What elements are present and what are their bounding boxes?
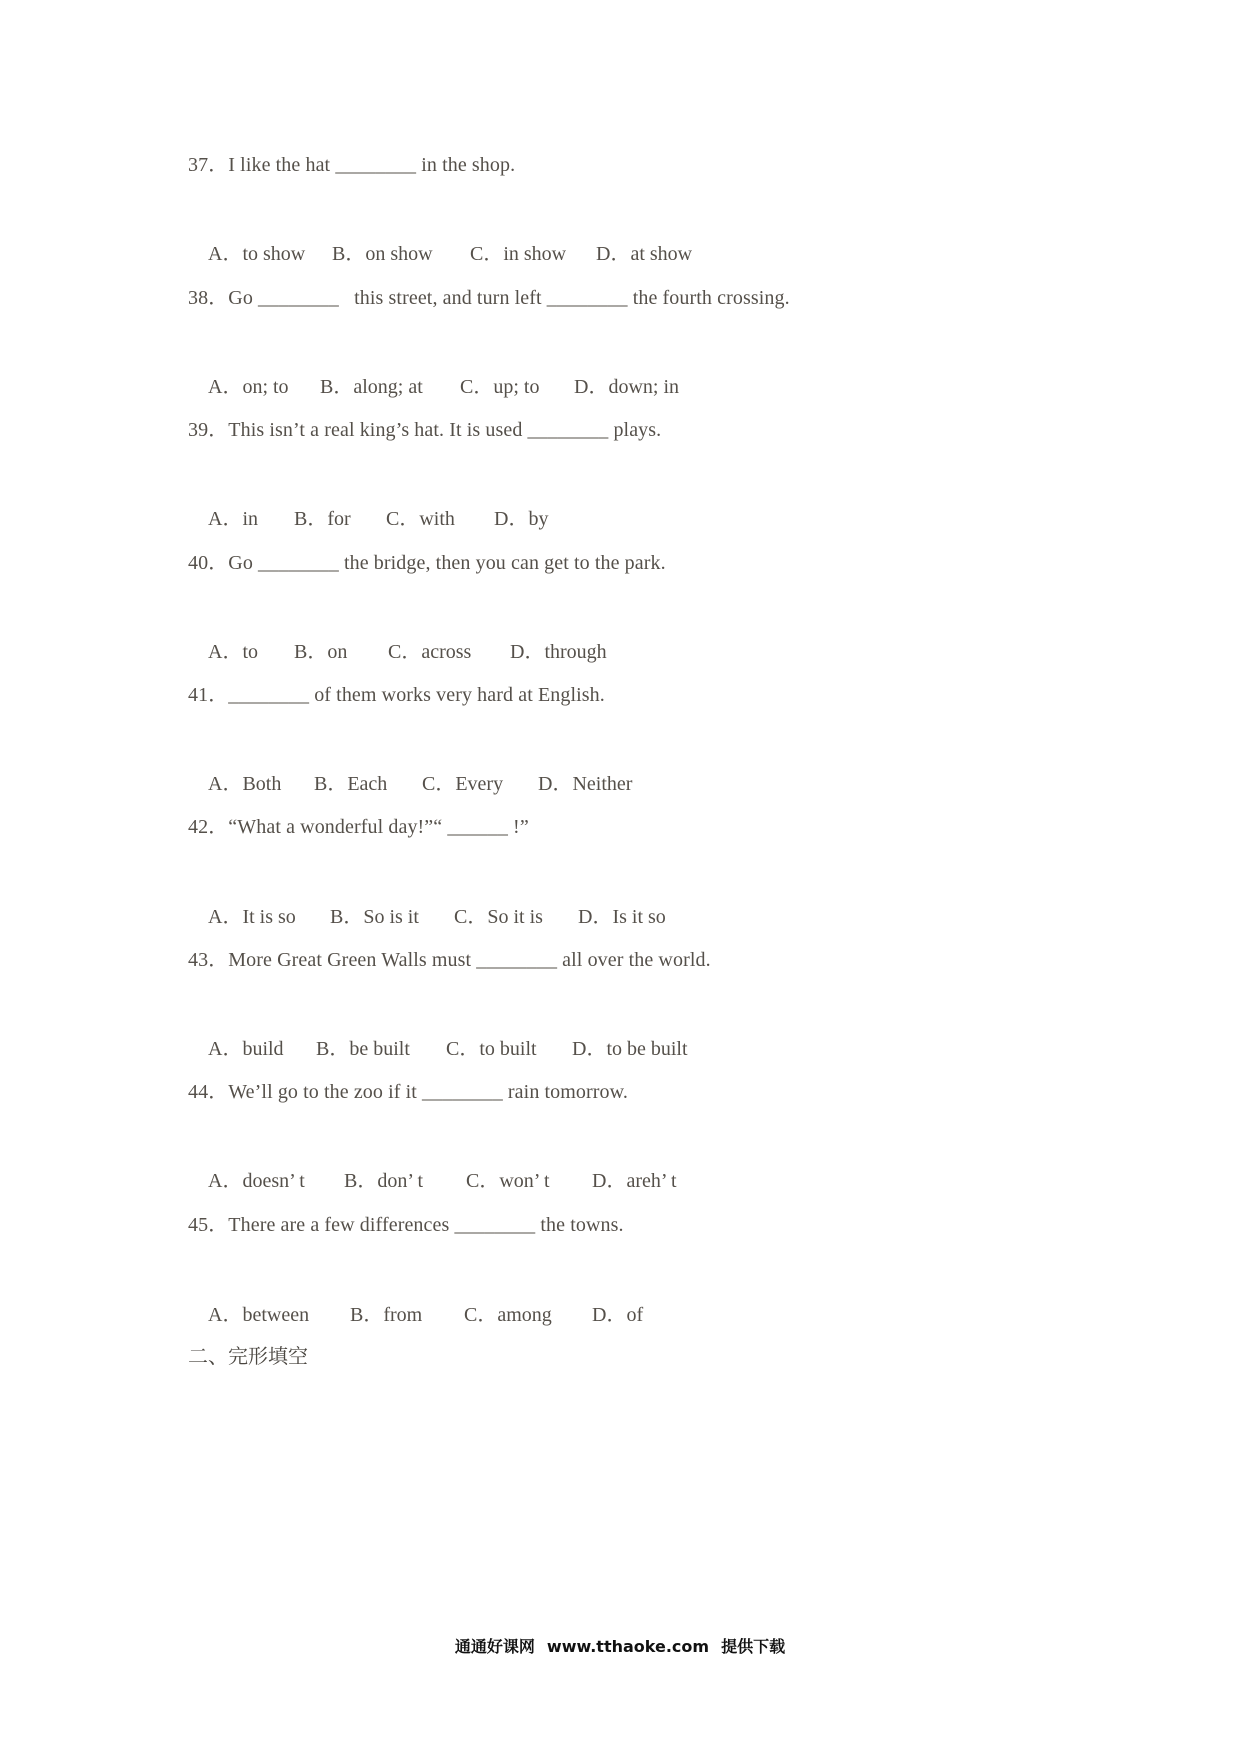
option-d: D．down; in bbox=[574, 376, 679, 398]
option-d: D．Is it so bbox=[578, 906, 666, 928]
option-b: B．along; at bbox=[320, 376, 423, 398]
option-c: C．in show bbox=[470, 243, 567, 265]
question-41-stem: 41．________ of them works very hard at English. bbox=[188, 684, 605, 706]
option-a: A．to show bbox=[208, 243, 306, 265]
question-41-options bbox=[188, 744, 632, 819]
option-d: D．to be built bbox=[572, 1038, 688, 1060]
option-d: D．by bbox=[494, 508, 549, 530]
page-footer bbox=[0, 1634, 1240, 1657]
question-43-stem: 43．More Great Green Walls must ________ all over the world. bbox=[188, 949, 711, 971]
option-a: A．between bbox=[208, 1304, 310, 1326]
option-c: C．among bbox=[464, 1304, 552, 1326]
option-d: D．at show bbox=[596, 243, 693, 265]
option-c: C．So it is bbox=[454, 906, 543, 928]
option-c: C．to built bbox=[446, 1038, 537, 1060]
section-heading-cloze: 二、完形填空 bbox=[188, 1344, 308, 1368]
option-b: B．Each bbox=[314, 773, 388, 795]
footer-url: www.tthaoke.com bbox=[546, 1637, 710, 1656]
option-c: C．with bbox=[386, 508, 455, 530]
option-c: C．across bbox=[388, 641, 472, 663]
option-d: D．Neither bbox=[538, 773, 633, 795]
option-d: D．through bbox=[510, 641, 607, 663]
question-37-options bbox=[188, 214, 692, 289]
question-38-stem: 38．Go ________ this street, and turn left ________ the fourth crossing. bbox=[188, 287, 790, 309]
option-b: B．from bbox=[350, 1304, 423, 1326]
question-42-stem: 42．“What a wonderful day!”“ ______ !” bbox=[188, 816, 529, 838]
option-a: A．in bbox=[208, 508, 258, 530]
option-a: A．to bbox=[208, 641, 258, 663]
option-b: B．don’ t bbox=[344, 1170, 424, 1192]
option-c: C．Every bbox=[422, 773, 504, 795]
question-45-stem: 45．There are a few differences ________ the towns. bbox=[188, 1214, 624, 1236]
option-d: D．areh’ t bbox=[592, 1170, 677, 1192]
footer-suffix: 提供下载 bbox=[721, 1637, 786, 1656]
option-a: A．on; to bbox=[208, 376, 289, 398]
question-40-options bbox=[188, 612, 607, 687]
question-39-options bbox=[188, 479, 548, 554]
question-38-options bbox=[188, 347, 679, 422]
option-b: B．be built bbox=[316, 1038, 410, 1060]
option-b: B．on show bbox=[332, 243, 433, 265]
option-a: A．It is so bbox=[208, 906, 296, 928]
option-b: B．on bbox=[294, 641, 348, 663]
option-b: B．for bbox=[294, 508, 351, 530]
question-45-options bbox=[188, 1275, 643, 1350]
option-c: C．up; to bbox=[460, 376, 540, 398]
question-42-options bbox=[188, 877, 666, 952]
question-37-stem: 37．I like the hat ________ in the shop. bbox=[188, 154, 516, 176]
question-43-options bbox=[188, 1009, 688, 1084]
question-44-stem: 44．We’ll go to the zoo if it ________ rain tomorrow. bbox=[188, 1081, 628, 1103]
footer-site-name: 通通好课网 bbox=[454, 1637, 535, 1656]
question-39-stem: 39．This isn’t a real king’s hat. It is used ________ plays. bbox=[188, 419, 662, 441]
option-a: A．doesn’ t bbox=[208, 1170, 305, 1192]
option-d: D．of bbox=[592, 1304, 644, 1326]
question-40-stem: 40．Go ________ the bridge, then you can get to the park. bbox=[188, 552, 666, 574]
option-a: A．Both bbox=[208, 773, 282, 795]
question-44-options bbox=[188, 1141, 677, 1216]
option-c: C．won’ t bbox=[466, 1170, 550, 1192]
option-b: B．So is it bbox=[330, 906, 419, 928]
option-a: A．build bbox=[208, 1038, 284, 1060]
